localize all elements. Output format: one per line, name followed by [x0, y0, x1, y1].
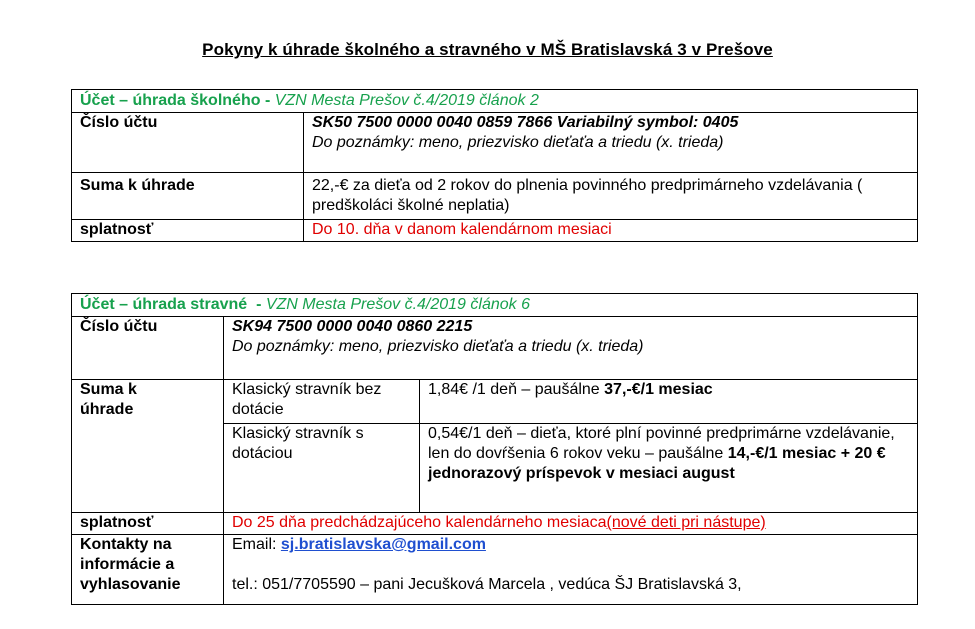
meals-phone-line: tel.: 051/7705590 – pani Jecušková Marcela , vedúca ŠJ Bratislavská 3,: [232, 576, 742, 593]
tuition-amount-label: Suma k úhrade: [72, 173, 304, 220]
tuition-due-row: [72, 220, 918, 242]
meals-price-2-text: 0,54€/1 deň – dieťa, ktoré plní povinné predprimárne vzdelávanie, len do dovŕšenia 6 rokov veku – paušálne: [428, 425, 895, 462]
meals-price-1-text: 1,84€ /1 deň – paušálne: [428, 381, 605, 398]
tuition-amount-row: [72, 173, 918, 220]
meals-header-regulation: VZN Mesta Prešov č.4/2019 článok 6: [265, 296, 530, 313]
tuition-header-row: [72, 90, 918, 113]
meals-header-title: Účet – úhrada stravné: [80, 296, 248, 313]
tuition-account-cell: [304, 113, 918, 173]
meals-header-separator: -: [247, 296, 266, 313]
meals-type-2: Klasický stravník s dotáciou: [224, 424, 420, 513]
meals-account-row: [72, 317, 918, 380]
tuition-header-title: Účet – úhrada školného: [80, 92, 261, 109]
meals-account-label: Číslo účtu: [72, 317, 224, 380]
meals-due-extra: (nové deti pri nástupe): [606, 514, 766, 531]
tuition-header: [72, 90, 918, 113]
meals-header: [72, 294, 918, 317]
meals-price-2-monthly: 14,-€/1 mesiac + 20 € jednorazový príspevok v mesiaci august: [428, 445, 886, 482]
meals-amount-row-1: [72, 380, 918, 424]
meals-account-cell: [224, 317, 918, 380]
tuition-header-regulation: VZN Mesta Prešov č.4/2019 článok 2: [274, 92, 539, 109]
tuition-account-label: Číslo účtu: [72, 113, 304, 173]
meals-contact-row: [72, 535, 918, 605]
meals-table: [71, 293, 918, 605]
meals-due-label: splatnosť: [72, 513, 224, 535]
meals-account-number: SK94 7500 0000 0040 0860 2215: [232, 318, 473, 335]
meals-due-cell: [224, 513, 918, 535]
tuition-amount-value: 22,-€ za dieťa od 2 rokov do plnenia povinného predprimárneho vzdelávania ( predškoláci školné neplatia): [304, 173, 918, 220]
tuition-due-label: splatnosť: [72, 220, 304, 242]
meals-account-note: Do poznámky: meno, priezvisko dieťaťa a triedu (x. trieda): [232, 338, 644, 355]
meals-email-line: [232, 535, 913, 555]
meals-email-link[interactable]: sj.bratislavska@gmail.com: [280, 536, 486, 553]
meals-due-value: Do 25 dňa predchádzajúceho kalendárneho mesiaca: [232, 514, 607, 531]
page-title: Pokyny k úhrade školného a stravného v MŠ Bratislavská 3 v Prešove: [202, 40, 773, 59]
tuition-header-separator: -: [260, 92, 275, 109]
meals-email-label: Email:: [232, 536, 281, 553]
tuition-due-value: Do 10. dňa v danom kalendárnom mesiaci: [304, 220, 918, 242]
tuition-account-note: Do poznámky: meno, priezvisko dieťaťa a triedu (x. trieda): [312, 134, 724, 151]
meals-due-row: [72, 513, 918, 535]
meals-amount-label: Suma k úhrade: [72, 380, 224, 513]
meals-price-1-monthly: 37,-€/1 mesiac: [604, 381, 713, 398]
meals-contact-cell: [224, 535, 918, 605]
tuition-table: [71, 89, 918, 242]
meals-contact-label: Kontakty na informácie a vyhlasovanie: [72, 535, 224, 605]
meals-price-1: [420, 380, 918, 424]
meals-type-1: Klasický stravník bez dotácie: [224, 380, 420, 424]
tuition-account-row: [72, 113, 918, 173]
meals-header-row: [72, 294, 918, 317]
tuition-account-number: SK50 7500 0000 0040 0859 7866 Variabilný symbol: 0405: [312, 114, 739, 131]
meals-price-2: [420, 424, 918, 513]
